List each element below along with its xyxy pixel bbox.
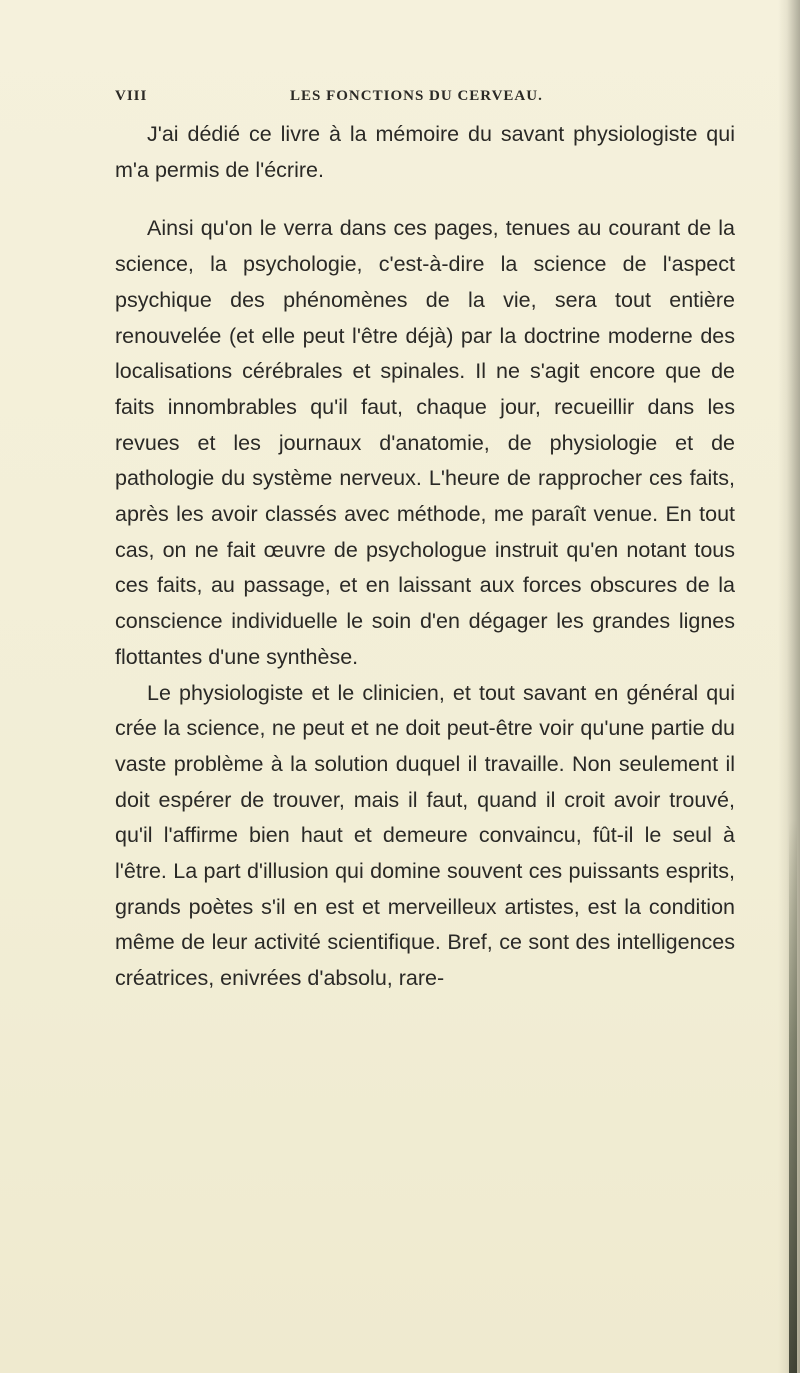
paragraph-localisations: Ainsi qu'on le verra dans ces pages, tenues au courant de la science, la psychologie, c'est-à-dire la science de l'aspect psychique des phénomènes de la vie, sera tout entière renouvelée (et elle peut l'être déjà) par la doctrine moderne des localisations cérébrales et spinales. Il ne s'agit encore que de faits innombrables qu'il faut, chaque jour, recueillir dans les revues et les journaux d'anatomie, de physiologie et de pathologie du système nerveux. L'heure de rapprocher ces faits, après les avoir classés avec méthode, me paraît venue. En tout cas, on ne fait œuvre de psychologue instruit qu'en notant tous ces faits, au passage, et en laissant aux forces obscures de la conscience individuelle le soin d'en dégager les grandes lignes flottantes d'une synthèse. bbox=[115, 216, 735, 669]
body-text bbox=[115, 117, 735, 997]
running-head bbox=[115, 88, 715, 112]
paragraph-physiologiste: Le physiologiste et le clinicien, et tout savant en général qui crée la science, ne peut et ne doit peut-être voir qu'une partie du vaste problème à la solution duquel il travaille. Non seulement il doit espérer de trouver, mais il faut, quand il croit avoir trouvé, qu'il l'affirme bien haut et demeure convaincu, fût-il le seul à l'être. La part d'illusion qui domine souvent ces puissants esprits, grands poètes s'il en est et merveilleux artistes, est la condition même de leur activité scientifique. Bref, ce sont des intelligences créatrices, enivrées d'absolu, rare- bbox=[115, 680, 735, 991]
paragraph-gap bbox=[115, 188, 735, 211]
page-edge-stain bbox=[789, 820, 797, 1373]
paragraph-dedication: J'ai dédié ce livre à la mémoire du savant physiologiste qui m'a permis de l'écrire. bbox=[115, 122, 735, 182]
page-number: VIII bbox=[115, 88, 148, 104]
chapter-title: LES FONCTIONS DU CERVEAU. bbox=[290, 88, 543, 104]
